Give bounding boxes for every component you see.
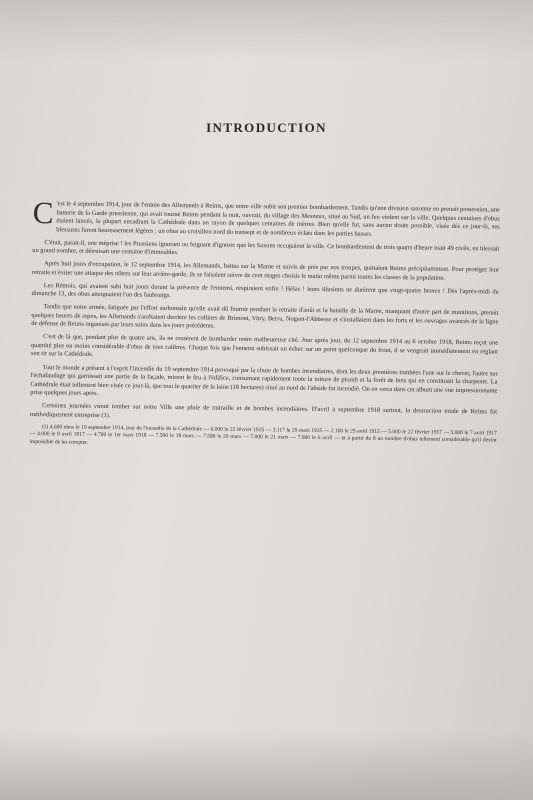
- paragraph: Tandis que notre armée, fatiguée par l'effort surhumain qu'elle avait dû fournir pendant la retraite d'août et la bataille de la Marne, manquant d'autre part de munitions, prenait quelques heures de repos, les Allemands s'arrêtaient derrière les collines de Brimont, Vitry, Berru, Nogent-l'Abbesse et s'installaient dans les forts et les ouvrages avancés de la ligne de défense de Reims organisés par leurs soins dans les jours précédents.: [31, 303, 499, 330]
- drop-cap: C: [32, 195, 54, 231]
- footnote: (1) 4.600 obus le 19 septembre 1914, jour de l'incendie de la Cathédrale — 6.000 le 22 février 1915 — 3.117 le 29 mars 1915 — 2.100 le 25 avril 1915 — 5.000 le 22 février 1917 — 5.000 le 7 avril 1917 — 4.000 le 8 avril 1917 — 4.700 le 1er mars 1918 — 7.500 le 18 mars — 7.500 le 20 mars — 7.000 le 21 mars — 7.600 le 6 avril — et à partir du 8 un nombre d'obus tellement considérable qu'il devint impossible de les compter.: [29, 423, 497, 446]
- paragraph: C'était, parait-il, une méprise ! les Prussiens ignorant ou feignant d'ignorer que les Saxons occupaient la ville. Ce bombardement de trois quarts d'heure tuait 49 civils, en blessait un grand nombre, et détruisait une centaine d'immeubles.: [32, 238, 500, 257]
- paragraph: Les Rémois, qui avaient subi huit jours durant la présence de l'ennemi, respiraient enfin ! Hélas ! leurs illusions ne durèrent que vingt-quatre heures ! Dès l'après-midi du dimanche 13, des obus atteignaient l'un des faubourgs.: [31, 281, 499, 300]
- page-title: INTRODUCTION: [206, 120, 327, 135]
- paragraph: Certaines journées virent tomber sur notre Ville une pluie de mitraille et de bombes incendiaires. D'avril à septembre 1918 surtout, la destruction totale de Reims fut méthodiquement entreprise (1).: [29, 402, 498, 419]
- page-shadow-bottom: [0, 730, 533, 800]
- paragraph: C'est de là que, pendant plus de quatre ans, ils ne cessèrent de bombarder notre malheureuse cité. Jour après jour, du 12 septembre 1914 au 6 octobre 1918, Reims reçut une quantité plus ou moins considérable d'obus de tous calibres. Chaque fois que l'ennemi subissait un échec sur un point quelconque du front, il se vengeait immédiatement en réglant son tir sur la Cathédrale.: [30, 333, 499, 359]
- body-text: [29, 195, 500, 457]
- paragraph: Après huit jours d'occupation, le 12 septembre 1914, les Allemands, battus sur la Marne et suivis de près par nos troupes, quittaient Reims précipitamment. Pour protéger leur retraite et éviter une attaque des nôtres sur leur arrière-garde, ils se faisaient suivre de cent otages choisis le matin même parmi toutes les classes de la population.: [31, 260, 500, 282]
- paragraph: [32, 195, 500, 241]
- page-shadow-top: [0, 0, 533, 60]
- paragraph: Tout le monde a présent à l'esprit l'incendie du 19 septembre 1914 provoqué par la chute de bombes incendiaires, dont les deux premières tombées l'une sur le chevet, l'autre sur l'échafaudage qui garnissait une partie de la façade, mirent le feu à l'édifice, consumant rapidement toute la toiture de plomb et la forêt de bois qui en constituait la charpente. La Cathédrale était tellement bien visée ce jour-là, que tout le quartier de la laine (18 hectares) situé au nord de l'abside fut incendié. On en verra dans cet album une vue impressionnante prise quelques jours après.: [30, 363, 498, 397]
- paragraph-text: 'est le 4 septembre 1914, jour de l'entrée des Allemands à Reims, que notre ville subit son premier bombardement. Tandis qu'une division saxonne en prenait possession, une batterie de la Garde prussienne, qui avait tourné Reims pendant la nuit, ouvrait, du village des Mesneux, situé au Sud, un feu violent sur la ville. Quelques centaines d'obus étaient lancés, la plupart encadrant la Cathédrale dans un rayon de quelques centaines de mètres. Bien qu'elle fut, sans aucun doute possible, visée dès ce jour-là, ses blessures furent heureusement légères : un obus au croisillon nord du transept et de nombreux éclats dans les parties basses.: [56, 200, 500, 238]
